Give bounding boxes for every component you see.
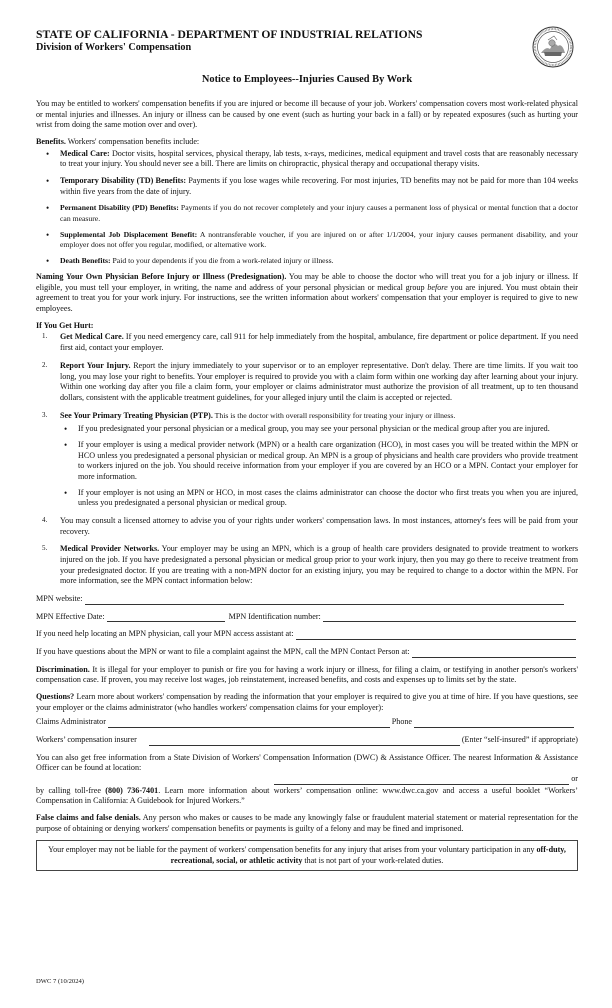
benefit-label: Temporary Disability (TD) Benefits: bbox=[60, 176, 187, 185]
step-text: You may consult a licensed attorney to advise you of your rights under workers' compensation laws. In most instances, attorney's fees will be paid from your recovery. bbox=[60, 515, 578, 536]
step-text: This is the doctor with overall responsibility for treating your injury or illness. bbox=[212, 410, 456, 420]
agency-header bbox=[36, 28, 578, 55]
step-text: If you need emergency care, call 911 for help immediately from the hospital, ambulance, fire department or police department. If you need first aid, contact your employer. bbox=[60, 332, 578, 353]
dwc-info-text: You can also get free information from a State Division of Workers' Compensation Information (DWC) & Assistance Officer. The nearest Information & Assistance Officer can be found at location: bbox=[36, 752, 578, 773]
ptp-bullet: • If you predesignated your personal physician or a medical group, you may see your personal physician or the medical group after you are injured. bbox=[78, 424, 578, 435]
mpn-id-label: MPN Identification number: bbox=[228, 611, 321, 621]
benefit-permanent-disability bbox=[60, 203, 578, 223]
if-hurt-steps bbox=[36, 332, 578, 586]
benefits-heading: Benefits. bbox=[36, 136, 66, 146]
claims-admin-label: Claims Administrator bbox=[36, 717, 106, 727]
insurer-field[interactable] bbox=[149, 737, 460, 746]
discrimination-paragraph bbox=[36, 665, 578, 686]
step-mpn bbox=[36, 544, 578, 587]
mpn-website-row bbox=[36, 594, 578, 605]
intro-paragraph: You may be entitled to workers' compensation benefits if you are injured or become ill because of your job. Workers' compensation covers most work-related physical or mental injuries and illnesses. An injury or illness can be caused by one event (such as hurting your back in a fall) or by repeated exposures (such as hurting your wrist from doing the same motion over and over). bbox=[36, 98, 578, 130]
insurer-row bbox=[36, 735, 578, 746]
benefit-label: Death Benefits: bbox=[60, 255, 111, 265]
benefit-text: A nontransferable voucher, if you are injured on or after 1/1/2004, your injury causes permanent disability, and your employer does not offer you regular, modified, or alternative work. bbox=[60, 229, 578, 249]
discrimination-text: It is illegal for your employer to punish or fire you for having a work injury or illness, for filing a claim, or testifying in another person's workers' compensation case. If proven, you may receive lost wages, job reinstatement, increased benefits, and costs and expenses up to limits set by the state. bbox=[36, 664, 578, 685]
mpn-website-label: MPN website: bbox=[36, 593, 83, 603]
step-medical-care bbox=[36, 332, 578, 353]
benefit-supplemental-job bbox=[60, 230, 578, 250]
benefit-temporary-disability bbox=[60, 176, 578, 197]
step-number: 1. bbox=[42, 332, 48, 341]
agency-name: STATE OF CALIFORNIA - DEPARTMENT OF INDUSTRIAL RELATIONS bbox=[36, 28, 423, 41]
ptp-bullet: • If your employer is using a medical provider network (MPN) or a health care organization (HCO), in most cases you will be treated within the MPN or HCO unless you predesignated a personal physician or medical group. An MPN is a group of physicians and health care providers who provide treatment to workers injured on the job. You should receive information from your employer if you are covered by an HCO or a MPN. Contact your employer for more information. bbox=[78, 440, 578, 483]
ptp-sublist bbox=[60, 424, 578, 509]
benefit-medical-care bbox=[60, 149, 578, 170]
dwc-text: . Learn more information about workers’ compensation online: www.dwc.ca.gov and access a useful booklet “Workers’ Compensation in California: A Guidebook for Injured Workers.” bbox=[36, 785, 578, 806]
mpn-access-field[interactable] bbox=[296, 631, 576, 640]
benefit-label: Supplemental Job Displacement Benefit: bbox=[60, 229, 198, 239]
false-claims-paragraph bbox=[36, 813, 578, 834]
benefit-text: Payments if you do not recover completely and your injury causes a permanent loss of physical or mental function that a doctor can measure. bbox=[60, 203, 578, 223]
mpn-website-field[interactable] bbox=[85, 596, 564, 605]
mpn-effective-date-field[interactable] bbox=[107, 613, 225, 622]
false-claims-heading: False claims and false denials. bbox=[36, 813, 141, 822]
questions-text: Learn more about workers' compensation by reading the information that your employer is required to give you at time of hire. If you have questions, see your employer or the claims administrator (who handles workers' compensation claims for your employer): bbox=[36, 691, 578, 712]
or-text: or bbox=[571, 773, 578, 783]
step-label: Get Medical Care. bbox=[60, 332, 124, 342]
benefit-text: Paid to your dependents if you die from a work-related injury or illness. bbox=[110, 255, 334, 265]
step-number: 4. bbox=[42, 515, 48, 524]
benefits-heading-line bbox=[36, 137, 578, 148]
dwc-phone-number: (800) 736-7401 bbox=[105, 785, 159, 795]
dwc-info-block bbox=[36, 753, 578, 807]
step-report-injury bbox=[36, 361, 578, 404]
mpn-access-row bbox=[36, 629, 578, 640]
step-attorney bbox=[36, 516, 578, 537]
benefit-text: Payments if you lose wages while recovering. For most injuries, TD benefits may not be paid for more than 104 weeks within five years from the date of injury. bbox=[60, 176, 579, 196]
mpn-contact-field[interactable] bbox=[412, 649, 576, 658]
questions-heading: Questions? bbox=[36, 691, 75, 701]
benefit-label: Medical Care: bbox=[60, 148, 110, 158]
discrimination-heading: Discrimination. bbox=[36, 664, 90, 674]
mpn-effective-date-label: MPN Effective Date: bbox=[36, 611, 105, 621]
notice-title: Notice to Employees--Injuries Caused By Work bbox=[201, 74, 413, 86]
step-number: 3. bbox=[42, 410, 48, 419]
benefit-death bbox=[60, 256, 578, 266]
dwc-location-row bbox=[36, 774, 578, 785]
predesignation-italic: before bbox=[427, 282, 448, 292]
mpn-access-label: If you need help locating an MPN physician, call your MPN access assistant at: bbox=[36, 629, 294, 639]
questions-paragraph bbox=[36, 692, 578, 713]
claims-admin-row bbox=[36, 717, 578, 728]
self-insured-note: (Enter “self-insured” if appropriate) bbox=[461, 734, 578, 744]
division-name: Division of Workers' Compensation bbox=[36, 42, 192, 54]
form-number: DWC 7 (10/2024) bbox=[36, 978, 84, 985]
step-text: Your employer may be using an MPN, which is a group of health care providers designated to provide treatment to workers injured on the job. If you have predesignated a personal physician or medical group prior to your work injury, then you may go there to receive treatment from your predesignated doctor. If you are treating with a non-MPN doctor for an existing injury, you may be required to change to a doctor within the MPN. For more information, see the MPN contact information below: bbox=[60, 544, 579, 586]
offduty-notice-box bbox=[36, 840, 578, 871]
mpn-contact-row bbox=[36, 647, 578, 658]
box-bold-text: off-duty, recreational, social, or athletic activity bbox=[170, 845, 566, 865]
predesignation-text: You may be able to choose the doctor who will treat you for a job injury or illness. If eligible, you must tell your employer, in writing, the name and address of your personal physician or medical group bbox=[36, 272, 578, 292]
mpn-id-field[interactable] bbox=[323, 613, 576, 622]
benefit-label: Permanent Disability (PD) Benefits: bbox=[60, 203, 179, 213]
insurer-label: Workers’ compensation insurer bbox=[36, 734, 137, 744]
notice-page bbox=[36, 28, 578, 871]
box-text: that is not part of your work-related duties. bbox=[302, 855, 444, 865]
benefit-text: Doctor visits, hospital services, physical therapy, lab tests, x-rays, medicines, medical equipment and travel costs that are reasonably necessary to treat your injury. You should never see a bill. There are limits on chiropractic, physical therapy and occupational therapy visits. bbox=[60, 148, 578, 169]
step-primary-physician bbox=[36, 411, 578, 509]
phone-label: Phone bbox=[391, 717, 412, 727]
step-label: Medical Provider Networks. bbox=[60, 544, 160, 554]
box-text: Your employer may not be liable for the payment of workers' compensation benefits for any injury that arises from your voluntary participation in any bbox=[48, 845, 537, 855]
ptp-bullet: • If your employer is not using an MPN or HCO, in most cases the claims administrator can choose the doctor who first treats you when you are injured, unless you predesignated a personal physician or medical group. bbox=[78, 488, 578, 509]
step-label: Report Your Injury. bbox=[60, 360, 131, 370]
if-hurt-heading-text: If You Get Hurt: bbox=[36, 320, 94, 330]
step-label: See Your Primary Treating Physician (PTP). bbox=[60, 410, 213, 420]
dwc-location-field[interactable] bbox=[274, 776, 569, 785]
dwc-phone-text bbox=[36, 786, 578, 807]
phone-field[interactable] bbox=[414, 719, 574, 728]
if-hurt-heading bbox=[36, 321, 578, 332]
false-claims-text: Any person who makes or causes to be made any knowingly false or fraudulent material statement or material representation for the purpose of obtaining or denying workers' compensation benefits or payments is guilty of a felony and may be fined and imprisoned. bbox=[36, 813, 578, 833]
benefits-list bbox=[36, 149, 578, 266]
step-number: 5. bbox=[42, 544, 48, 553]
step-text: Report the injury immediately to your supervisor or to an employer representative. Don't delay. There are time limits. If you wait too long, you may lose your right to benefits. Your employer is required to provide you with a claim form within one working day after learning about your injury. Within one working day after you file a claim form, your employer or claims administrator must authorize the provision of all treatment, up to ten thousand dollars, consistent with the applicable treatment guidelines, for your alleged injury until the claim is accepted or rejected. bbox=[60, 360, 578, 402]
mpn-contact-label: If you have questions about the MPN or want to file a complaint against the MPN, call the MPN Contact Person at: bbox=[36, 646, 410, 656]
claims-admin-field[interactable] bbox=[108, 719, 390, 728]
predesignation-heading: Naming Your Own Physician Before Injury or Illness (Predesignation). bbox=[36, 272, 287, 282]
dwc-text: by calling toll-free bbox=[36, 785, 106, 795]
predesignation-text: you are injured. You must obtain their agreement to treat you for your work injury. For instructions, see the written information about workers' compensation that your employer is required to give to new employees. bbox=[36, 282, 579, 314]
california-seal-icon bbox=[532, 26, 574, 68]
benefits-lead: Workers' compensation benefits include: bbox=[65, 136, 200, 146]
step-number: 2. bbox=[42, 360, 48, 369]
predesignation-paragraph bbox=[36, 272, 578, 315]
mpn-date-id-row bbox=[36, 612, 578, 623]
